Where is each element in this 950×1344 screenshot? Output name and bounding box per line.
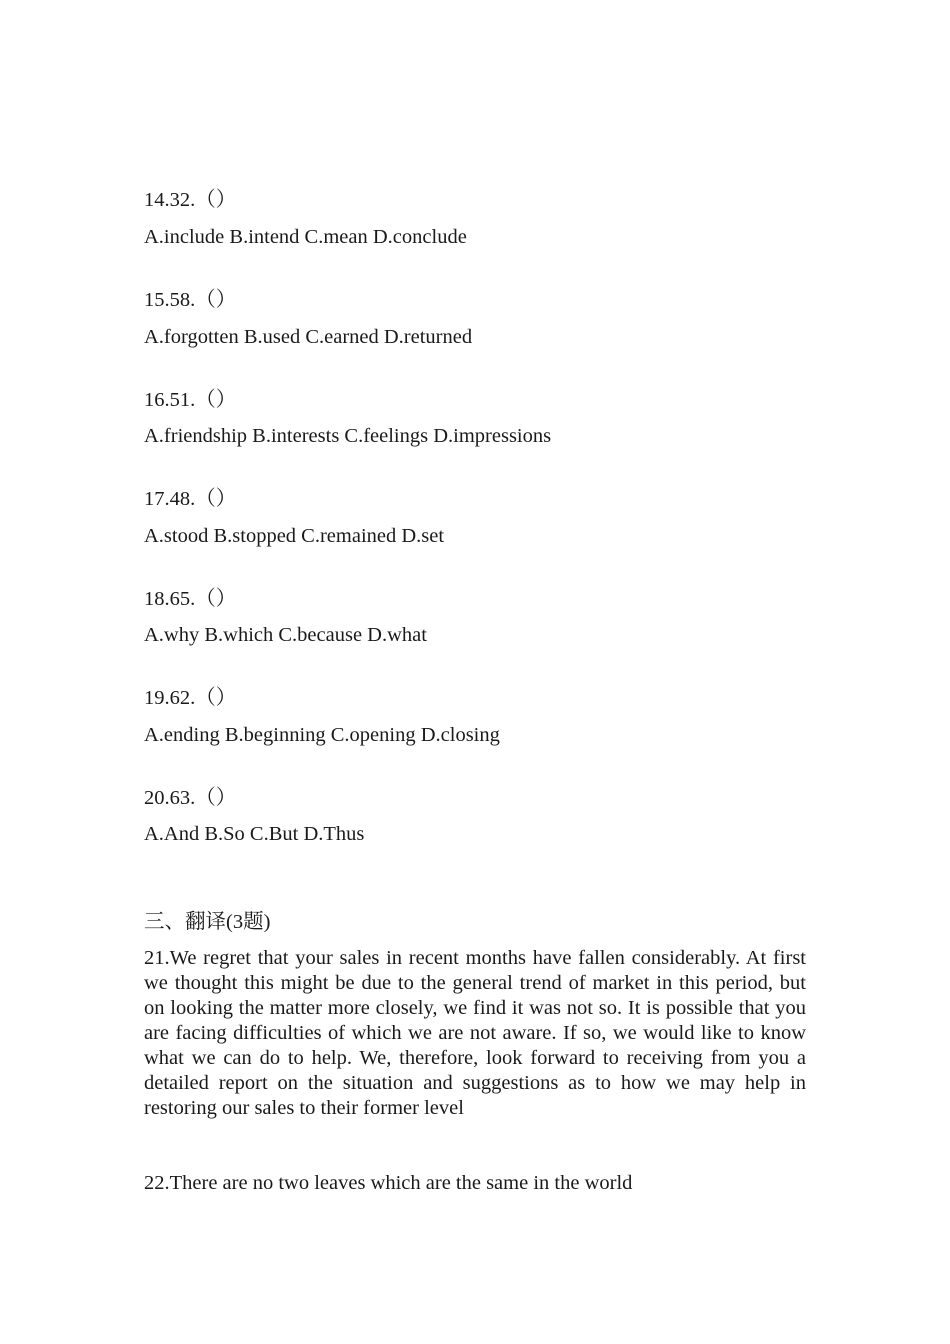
question-17-stem: 17.48.（）: [144, 488, 237, 510]
question-14-stem: 14.32.（）: [144, 189, 237, 211]
question-20-options: A.And B.So C.But D.Thus: [144, 823, 365, 845]
question-20-stem: 20.63.（）: [144, 787, 237, 809]
question-19-options: A.ending B.beginning C.opening D.closing: [144, 724, 500, 746]
question-18-options: A.why B.which C.because D.what: [144, 624, 427, 646]
question-16-stem: 16.51.（）: [144, 389, 237, 411]
question-14-options: A.include B.intend C.mean D.conclude: [144, 226, 467, 248]
translation-item-22: 22.There are no two leaves which are the same in the world: [144, 1172, 633, 1194]
question-19-stem: 19.62.（）: [144, 687, 237, 709]
question-15-stem: 15.58.（）: [144, 289, 237, 311]
question-17-options: A.stood B.stopped C.remained D.set: [144, 525, 445, 547]
question-16-options: A.friendship B.interests C.feelings D.impressions: [144, 425, 552, 447]
question-15-options: A.forgotten B.used C.earned D.returned: [144, 326, 473, 348]
section-heading: 三、翻译(3题): [144, 911, 271, 933]
question-18-stem: 18.65.（）: [144, 588, 237, 610]
translation-item-21: 21.We regret that your sales in recent months have fallen considerably. At first we thought this might be due to the general trend of market in this period, but on looking the matter more closely, we find it was not so. It is possible that you are facing difficulties of which we are not aware. If so, we would like to know what we can do to help. We, therefore, look forward to receiving from you a detailed report on the situation and suggestions as to how we may help in restoring our sales to their former level: [144, 947, 806, 1119]
